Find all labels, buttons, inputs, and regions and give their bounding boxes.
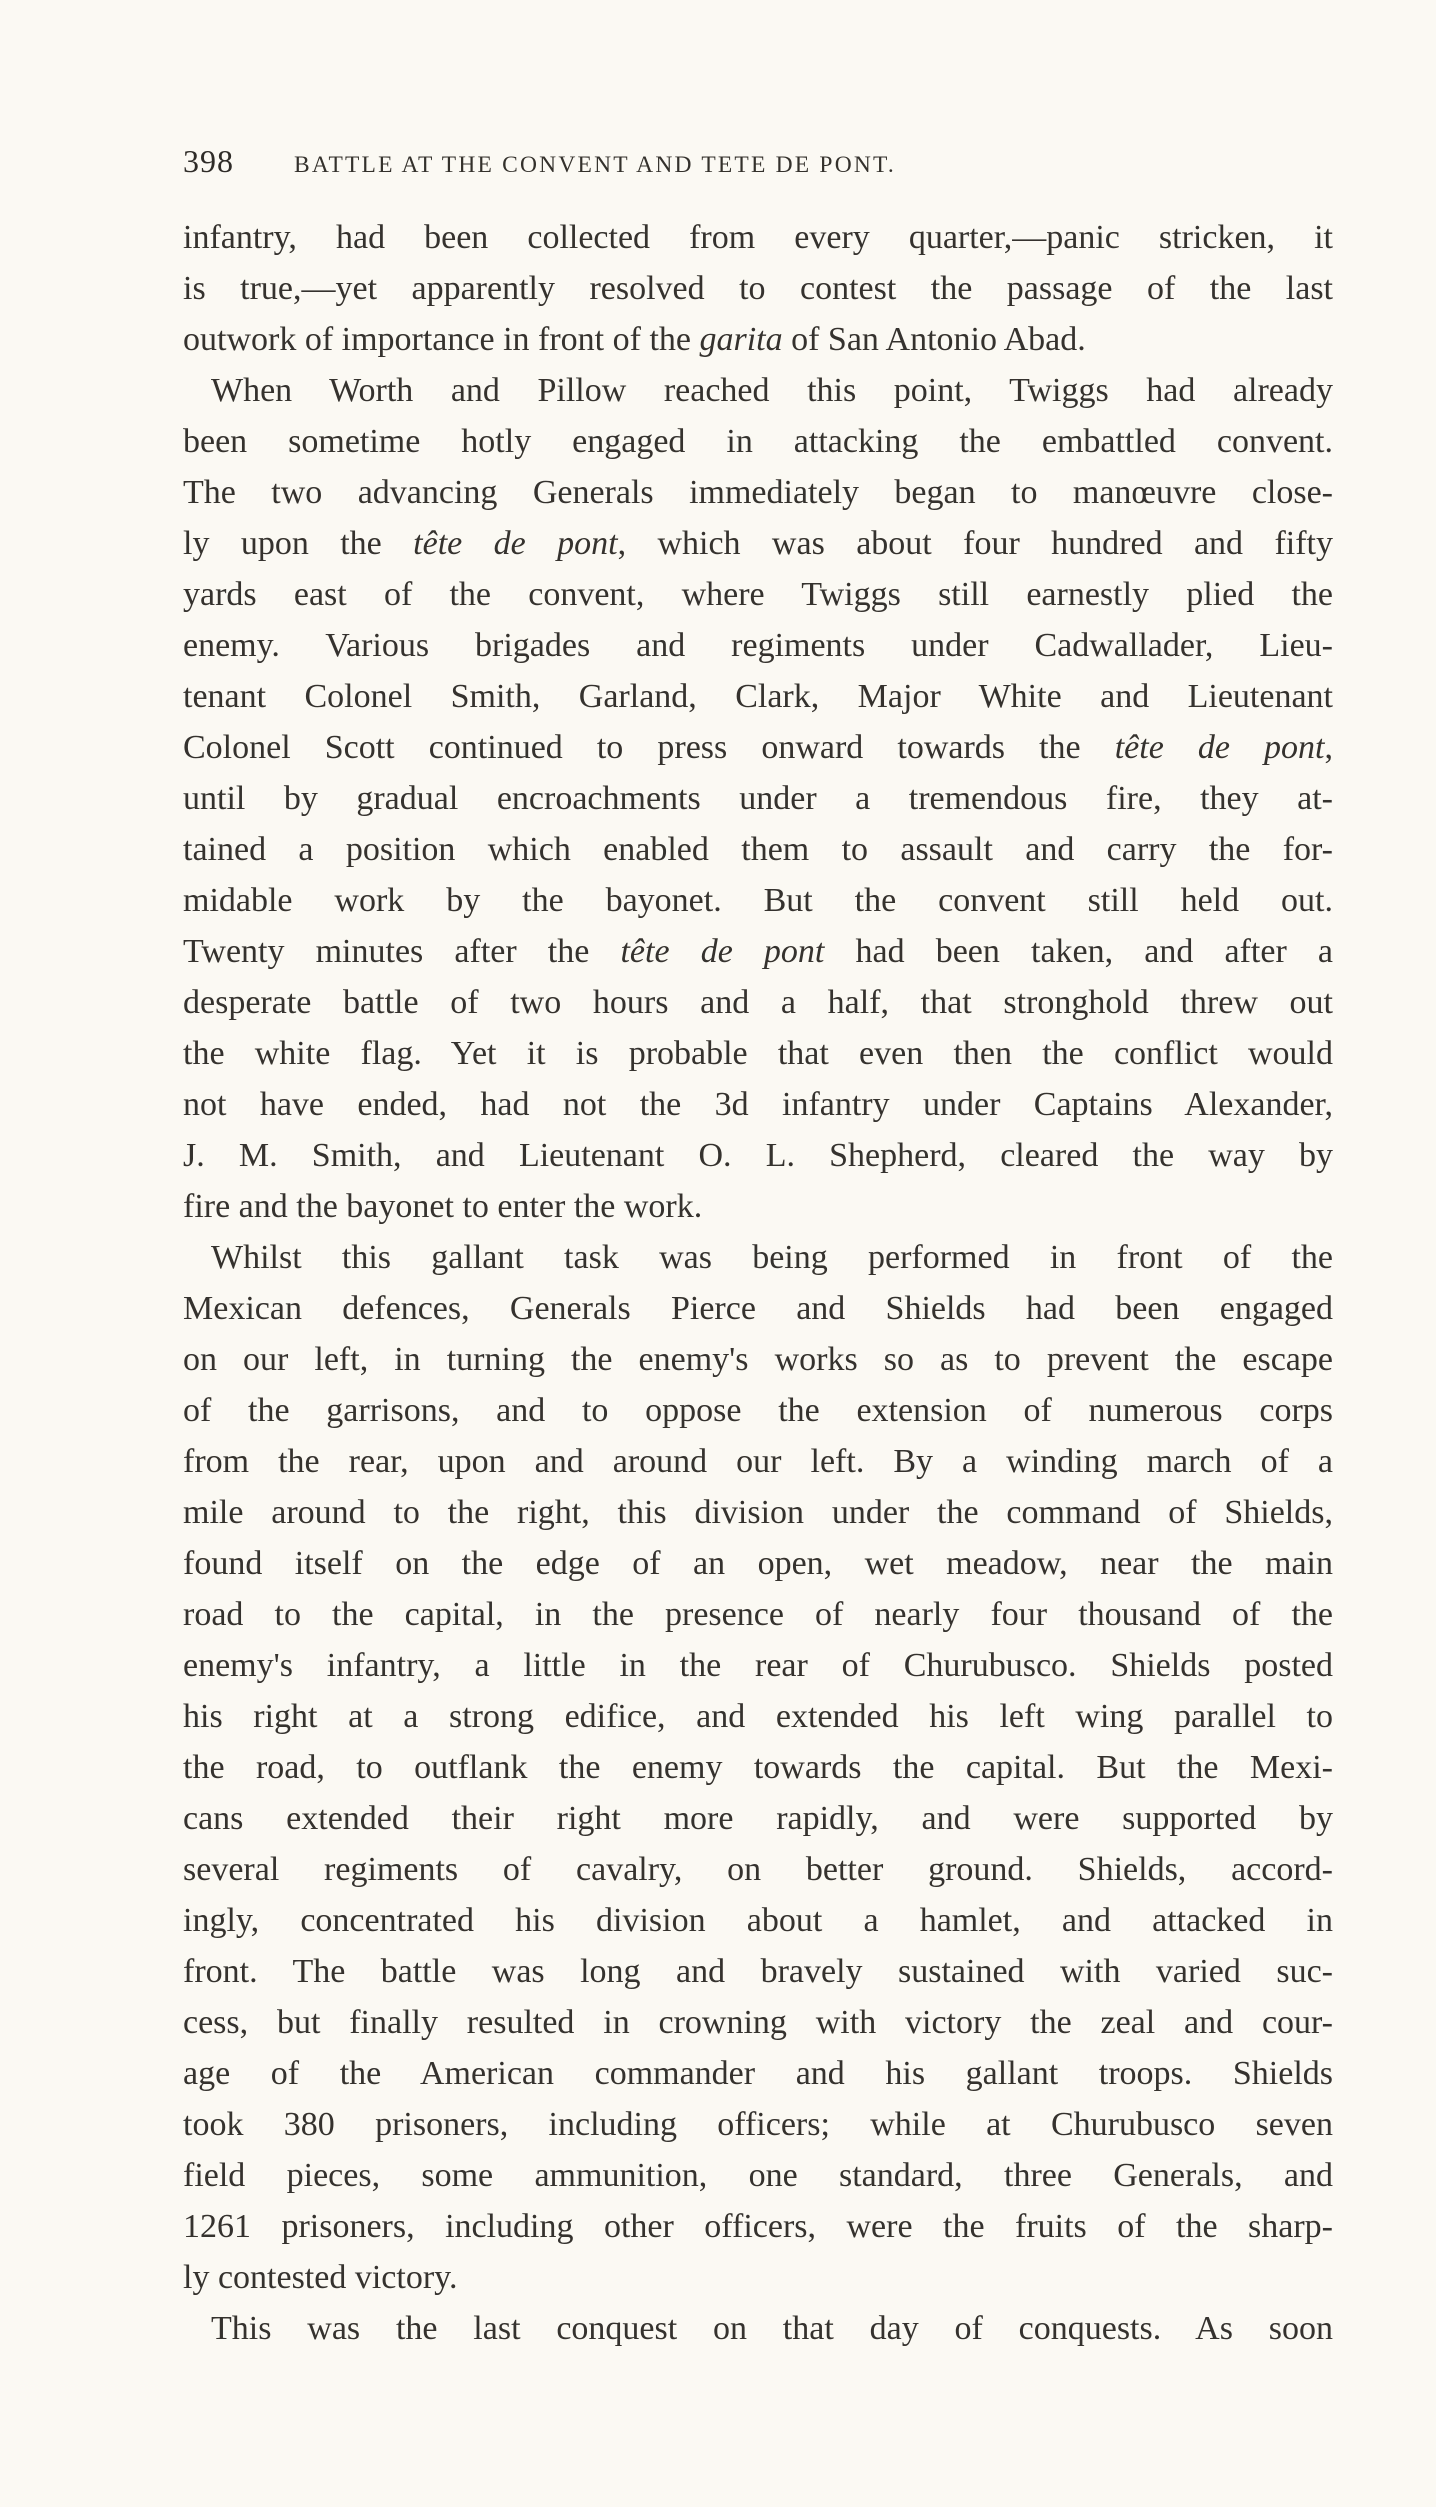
text-line: from the rear, upon and around our left. By a winding march of a: [183, 1443, 1333, 1480]
text-line: the road, to outflank the enemy towards the capital. But the Mexi-: [183, 1749, 1333, 1786]
page-number: 398: [183, 143, 234, 179]
text-line: on our left, in turning the enemy's works so as to prevent the escape: [183, 1341, 1333, 1378]
text-line: J. M. Smith, and Lieutenant O. L. Shepherd, cleared the way by: [183, 1137, 1333, 1174]
text-line: cess, but finally resulted in crowning with victory the zeal and cour-: [183, 2004, 1333, 2041]
italic-term: tête de pont: [413, 525, 618, 562]
text-line: ingly, concentrated his division about a hamlet, and attacked in: [183, 1902, 1333, 1939]
text-line: road to the capital, in the presence of nearly four thousand of the: [183, 1596, 1333, 1633]
paragraph-start-line: Whilst this gallant task was being performed in front of the: [211, 1239, 1333, 1276]
text-line: mile around to the right, this division under the command of Shields,: [183, 1494, 1333, 1531]
text-line: ly contested victory.: [183, 2259, 458, 2296]
text-line: yards east of the convent, where Twiggs still earnestly plied the: [183, 576, 1333, 613]
text-line: The two advancing Generals immediately began to manœuvre close-: [183, 474, 1333, 511]
text-line: found itself on the edge of an open, wet meadow, near the main: [183, 1545, 1333, 1582]
text-line: Colonel Scott continued to press onward towards the tête de pont,: [183, 729, 1333, 766]
text-line: cans extended their right more rapidly, and were supported by: [183, 1800, 1333, 1837]
text-line: his right at a strong edifice, and extended his left wing parallel to: [183, 1698, 1333, 1735]
text-line: fire and the bayonet to enter the work.: [183, 1188, 703, 1225]
text-line: tained a position which enabled them to assault and carry the for-: [183, 831, 1333, 868]
text-line: age of the American commander and his gallant troops. Shields: [183, 2055, 1333, 2092]
text-line: midable work by the bayonet. But the convent still held out.: [183, 882, 1333, 919]
text-line: 1261 prisoners, including other officers, were the fruits of the sharp-: [183, 2208, 1333, 2245]
text-line: been sometime hotly engaged in attacking the embattled convent.: [183, 423, 1333, 460]
paragraph-start-line: When Worth and Pillow reached this point, Twiggs had already: [211, 372, 1333, 409]
text-line: the white flag. Yet it is probable that even then the conflict would: [183, 1035, 1333, 1072]
text-line: took 380 prisoners, including officers; while at Churubusco seven: [183, 2106, 1333, 2143]
text-line: is true,—yet apparently resolved to contest the passage of the last: [183, 270, 1333, 307]
page-header: [183, 143, 1333, 191]
text-line: until by gradual encroachments under a tremendous fire, they at-: [183, 780, 1333, 817]
text-line: outwork of importance in front of the garita of San Antonio Abad.: [183, 321, 1086, 358]
text-line: Mexican defences, Generals Pierce and Shields had been engaged: [183, 1290, 1333, 1327]
body-text: [183, 212, 1333, 2354]
text-line: ly upon the tête de pont, which was about four hundred and fifty: [183, 525, 1333, 562]
text-line: field pieces, some ammunition, one standard, three Generals, and: [183, 2157, 1333, 2194]
text-line: of the garrisons, and to oppose the extension of numerous corps: [183, 1392, 1333, 1429]
text-line: enemy. Various brigades and regiments under Cadwallader, Lieu-: [183, 627, 1333, 664]
text-line: not have ended, had not the 3d infantry under Captains Alexander,: [183, 1086, 1333, 1123]
running-title: BATTLE AT THE CONVENT AND TETE DE PONT.: [294, 152, 896, 178]
text-line: infantry, had been collected from every quarter,—panic stricken, it: [183, 219, 1333, 256]
text-line: desperate battle of two hours and a half, that stronghold threw out: [183, 984, 1333, 1021]
italic-term: tête de pont: [1114, 729, 1325, 766]
italic-term: tête de pont: [620, 933, 825, 970]
text-line: enemy's infantry, a little in the rear of Churubusco. Shields posted: [183, 1647, 1333, 1684]
text-line: several regiments of cavalry, on better ground. Shields, accord-: [183, 1851, 1333, 1888]
text-line: front. The battle was long and bravely sustained with varied suc-: [183, 1953, 1333, 1990]
italic-term: garita: [699, 321, 783, 358]
text-line: Twenty minutes after the tête de pont had been taken, and after a: [183, 933, 1333, 970]
text-line: tenant Colonel Smith, Garland, Clark, Major White and Lieutenant: [183, 678, 1333, 715]
paragraph-start-line: This was the last conquest on that day of conquests. As soon: [211, 2310, 1333, 2347]
